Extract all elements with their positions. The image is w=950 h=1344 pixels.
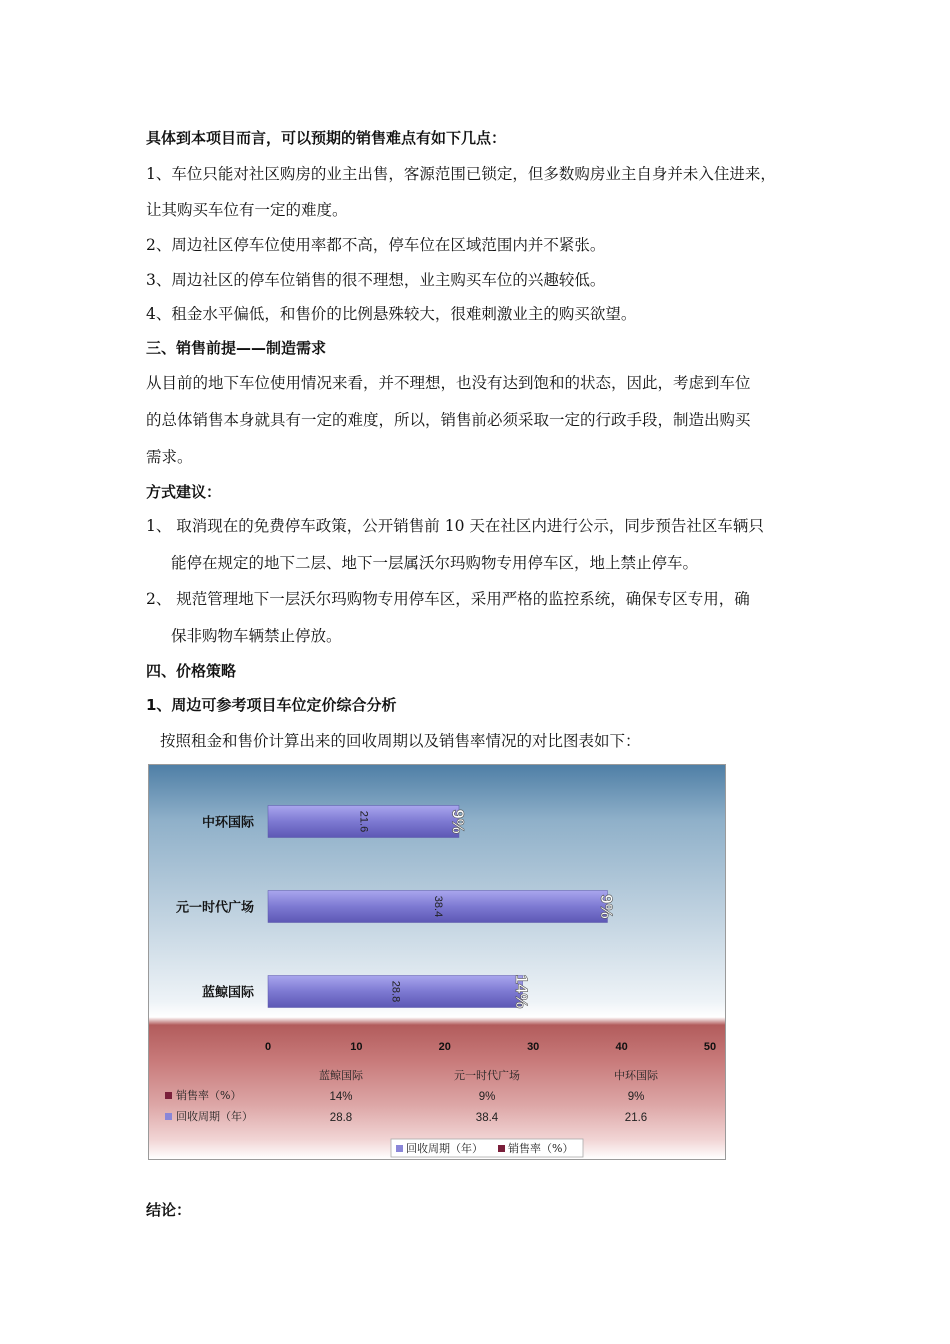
section-4-title: 四、价格策略 [146, 662, 237, 680]
payback-value-label: 21.6 [357, 810, 370, 833]
x-tick-label: 30 [527, 1041, 540, 1053]
x-tick-label: 50 [703, 1041, 717, 1053]
table-column-header: 蓝鲸国际 [319, 1069, 363, 1082]
x-tick-label: 0 [264, 1041, 272, 1053]
table-column-header: 元一时代广场 [454, 1069, 520, 1082]
method-title: 方式建议： [146, 483, 222, 501]
table-row-label-payback: 回收周期（年） [176, 1110, 253, 1123]
difficulty-item-1-cont: 让其购买车位有一定的难度。 [146, 201, 348, 219]
sales-rate-value-label: 9% [448, 809, 468, 834]
table-payback-cell: 28.8 [329, 1112, 353, 1124]
sales-rate-swatch-icon [165, 1092, 172, 1099]
table-sales-rate-cell: 9% [627, 1091, 645, 1103]
category-label: 中环国际 [201, 815, 254, 831]
x-tick-label: 20 [438, 1041, 451, 1053]
conclusion-title: 结论： [146, 1201, 192, 1219]
difficulty-item-1: 1、车位只能对社区购房的业主出售，客源范围已锁定，但多数购房业主自身并未入住进来， [146, 165, 776, 183]
payback-sales-rate-chart [148, 764, 726, 1160]
table-payback-cell: 38.4 [475, 1112, 499, 1124]
table-row-label-sales-rate: 销售率（%） [176, 1089, 242, 1102]
sales-rate-value-label: 9% [596, 894, 616, 919]
legend-payback-swatch-icon [396, 1145, 403, 1152]
sales-rate-value-label: 14% [512, 974, 532, 1009]
difficulty-item-3: 3、周边社区的停车位销售的很不理想，业主购买车位的兴趣较低。 [146, 271, 606, 289]
chart-canvas [149, 765, 726, 1160]
table-payback-cell: 21.6 [624, 1112, 648, 1124]
section-3-title: 三、销售前提——制造需求 [146, 339, 327, 357]
method-item-1-cont: 能停在规定的地下二层、地下一层属沃尔玛购物专用停车区，地上禁止停车。 [171, 554, 699, 572]
method-item-2-cont: 保非购物车辆禁止停放。 [171, 627, 342, 645]
difficulties-heading: 具体到本项目而言，可以预期的销售难点有如下几点： [146, 129, 507, 147]
legend-sales-rate-swatch-icon [498, 1145, 505, 1152]
legend-payback-label: 回收周期（年） [406, 1142, 483, 1155]
chart-intro: 按照租金和售价计算出来的回收周期以及销售率情况的对比图表如下： [160, 732, 641, 750]
x-tick-label: 40 [615, 1041, 628, 1053]
difficulty-item-4: 4、租金水平偏低，和售价的比例悬殊较大，很难刺激业主的购买欲望。 [146, 305, 637, 323]
method-item-1: 1、 取消现在的免费停车政策，公开销售前 10 天在社区内进行公示，同步预告社区车辆只 [146, 517, 764, 535]
category-label: 蓝鲸国际 [201, 985, 254, 1001]
payback-value-label: 38.4 [431, 895, 444, 918]
section-3-paragraph-line-1: 从目前的地下车位使用情况来看，并不理想，也没有达到饱和的状态，因此，考虑到车位 [146, 374, 751, 392]
section-3-paragraph-line-2: 的总体销售本身就具有一定的难度，所以，销售前必须采取一定的行政手段，制造出购买 [146, 411, 751, 429]
category-label: 元一时代广场 [175, 900, 254, 916]
legend-sales-rate-label: 销售率（%） [508, 1142, 574, 1155]
payback-swatch-icon [165, 1113, 172, 1120]
subsection-1-title: 1、周边可参考项目车位定价综合分析 [146, 696, 397, 714]
section-3-paragraph-line-3: 需求。 [146, 448, 193, 466]
table-column-header: 中环国际 [614, 1069, 658, 1082]
table-sales-rate-cell: 14% [329, 1091, 353, 1103]
payback-value-label: 28.8 [389, 980, 402, 1003]
difficulty-item-2: 2、周边社区停车位使用率都不高，停车位在区域范围内并不紧张。 [146, 236, 606, 254]
method-item-2: 2、 规范管理地下一层沃尔玛购物专用停车区，采用严格的监控系统，确保专区专用，确 [146, 590, 750, 608]
x-tick-label: 10 [350, 1041, 363, 1053]
table-sales-rate-cell: 9% [478, 1091, 496, 1103]
